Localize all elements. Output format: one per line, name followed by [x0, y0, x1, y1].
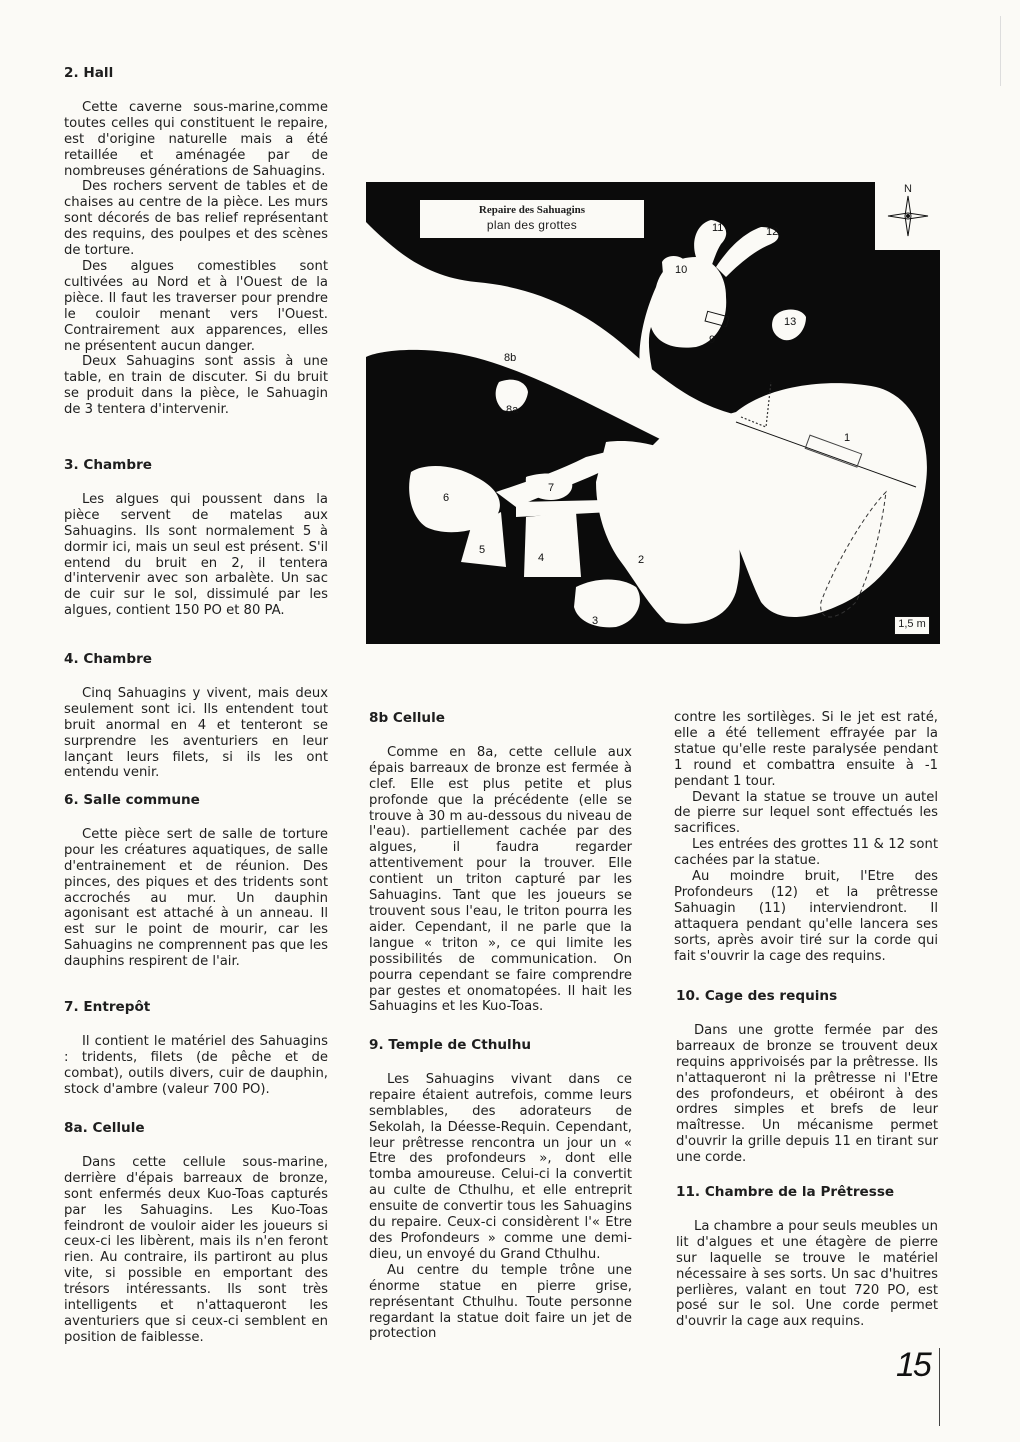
- paragraph: Deux Sahuagins sont assis à une table, en train de discuter. Si du bruit se produit dans la pièce, le Sahuagin de 3 tentera d'intervenir.: [64, 354, 328, 418]
- paragraph: Les Sahuagins vivant dans ce repaire étaient autrefois, comme leurs semblables, des adorateurs de Sekolah, la Déesse-Requin. Cependant, leur prêtresse rencontra un jour un « Etre des profondeurs », dont elle tomba amoureuse. Celui-ci la convertit au culte de Cthulhu, et elle entreprit ensuite de convertir tous les Sahuagins du repaire. Ceux-ci considèrent l'« Etre des Profondeurs » comme une demi-dieu, un envoyé du Grand Cthulhu.: [369, 1071, 632, 1262]
- corridor-south: [516, 500, 611, 517]
- page-edge-rule: [939, 1348, 940, 1426]
- section-temple: [369, 1038, 632, 1342]
- cave-map: [366, 182, 940, 644]
- section-chambre-4: [64, 652, 328, 781]
- left-column: [64, 66, 328, 418]
- paragraph: Il contient le matériel des Sahuagins : tridents, filets (de pêche et de combat), outils divers, cuir de dauphin, stock d'ambre (valeur 700 PO).: [64, 1033, 328, 1097]
- paragraph: contre les sortilèges. Si le jet est raté, elle a été tellement effrayée par la statue qu'elle reste paralysée pendant 1 round et combattra ensuite à -1 pendant 1 tour.: [674, 710, 938, 789]
- cave-map-drawing: [366, 182, 940, 644]
- section-heading: 10. Cage des requins: [676, 988, 838, 1004]
- paragraph: Cette pièce sert de salle de torture pour les créatures aquatiques, de salle d'entrainement et de réunion. Des pinces, des piques et des tridents sont accrochés au mur. Un dauphin agonisant est attaché à un anneau. Il est sur le point de mourir, car les Sahuagins ne comprennent pas que les dauphins respirent de l'air.: [64, 826, 328, 970]
- room-label-6: 6: [443, 492, 450, 504]
- section-chambre-pretresse: [676, 1185, 938, 1330]
- room-9: [639, 257, 726, 392]
- section-cellule-8b: [369, 711, 632, 1015]
- room-label-5: 5: [479, 544, 486, 556]
- paragraph: Cette caverne sous-marine,comme toutes celles qui constituent le repaire, est d'origine naturelle mais a été retaillée et aménagée par de nombreuses générations de Sahuagins.: [64, 99, 328, 179]
- section-cage-requins: [676, 989, 938, 1166]
- section-entrepot: [64, 1000, 328, 1098]
- section-heading: 8b Cellule: [369, 710, 445, 726]
- room-label-9: 9: [709, 334, 716, 346]
- page-number: 15: [896, 1346, 930, 1384]
- section-cellule-8a: [64, 1121, 328, 1346]
- room-label-10: 10: [675, 264, 688, 276]
- left-column-2: [64, 458, 328, 619]
- section-heading: 4. Chambre: [64, 651, 153, 667]
- room-label-7: 7: [548, 482, 555, 494]
- map-title: Repaire des Sahuagins: [478, 204, 586, 216]
- right-column: [674, 710, 938, 965]
- section-temple-continued: [674, 710, 938, 965]
- room-label-8a: 8a: [506, 404, 519, 416]
- left-column-3: [64, 652, 328, 781]
- map-subtitle: plan des grottes: [486, 218, 578, 232]
- section-hall: [64, 66, 328, 418]
- paragraph: Devant la statue se trouve un autel de pierre sur lequel sont effectués les sacrifices.: [674, 789, 938, 837]
- paragraph: Au centre du temple trône une énorme statue en pierre grise, représentant Cthulhu. Toute personne regardant la statue doit faire un jet de protection: [369, 1262, 632, 1342]
- section-heading: 8a. Cellule: [64, 1120, 145, 1136]
- paragraph: Des rochers servent de tables et de chaises au centre de la pièce. Les murs sont décorés de bas relief représentant des requins, des poulpes et des scènes de torture.: [64, 179, 328, 259]
- room-label-12: 12: [766, 226, 779, 238]
- section-heading: 7. Entrepôt: [64, 999, 151, 1015]
- section-salle-commune: [64, 793, 328, 970]
- room-label-13: 13: [784, 316, 797, 328]
- page-edge-shadow: [1000, 16, 1001, 86]
- left-column-4: [64, 793, 328, 970]
- paragraph: Au moindre bruit, l'Etre des Profondeurs (12) et la prêtresse Sahuagin (11) interviendront. Il attaquera pendant qu'elle lancera ses sorts, après avoir tiré sur la corde qui fait s'ouvrir la cage des requins.: [674, 869, 938, 964]
- room-3: [574, 580, 640, 628]
- right-column-3: [676, 1185, 938, 1330]
- scale-bar: 1,5 m: [894, 616, 930, 635]
- paragraph: Des algues comestibles sont cultivées au Nord et à l'Ouest de la pièce. Il faut les traverser pour prendre le couloir menant vers l'Ouest. Contrairement aux apparences, elles ne présentent aucun danger.: [64, 258, 328, 354]
- paragraph: Dans une grotte fermée par des barreaux de bronze se trouvent deux requins apprivoisés par la prêtresse. Ils n'attaqueront ni la prêtresse ni l'Etre des profondeurs, et obéiront à des ordres simples et brefs de leur maîtresse. Un mécanisme permet d'ouvrir la grille depuis 11 en tirant sur une corde.: [676, 1022, 938, 1166]
- paragraph: Dans cette cellule sous-marine, derrière d'épais barreaux de bronze, sont enfermés deux Kuo-Toas capturés par les Sahuagins. Les Kuo-Toas feindront de vouloir aider les joueurs si ceux-ci les libèrent, mais ils n'en feront rien. Au contraire, ils partiront au plus vite, si possible en emportant des trésors intéressants. Ils sont très intelligents et n'attaqueront les aventuriers que si ceux-ci semblent en position de faiblesse.: [64, 1154, 328, 1345]
- left-column-5: [64, 1000, 328, 1098]
- room-label-3: 3: [592, 615, 599, 627]
- map-title-box: [420, 200, 644, 238]
- section-heading: 3. Chambre: [64, 457, 153, 473]
- section-heading: 6. Salle commune: [64, 792, 200, 808]
- compass-north-label: N: [904, 183, 912, 195]
- middle-column: [369, 711, 632, 1015]
- section-heading: 2. Hall: [64, 65, 114, 81]
- room-label-8b: 8b: [504, 352, 517, 364]
- room-label-2: 2: [638, 554, 645, 566]
- section-heading: 9. Temple de Cthulhu: [369, 1037, 532, 1053]
- paragraph: Cinq Sahuagins y vivent, mais deux seulement sont ici. Ils entendent tout bruit anormal en 4 et tenteront se surprendre les aventuriers en leur lançant leurs filets, si ils les ont entendu venir.: [64, 685, 328, 781]
- room-4: [524, 512, 581, 577]
- section-chambre-3: [64, 458, 328, 619]
- paragraph: Comme en 8a, cette cellule aux épais barreaux de bronze est fermée à clef. Elle est plus petite et plus profonde que la précédente (elle se trouve à 30 m au-dessous du niveau de l'eau). partiellement cachée par des algues, il faudra regarder attentivement pour la trouver. Elle contient un triton capturé par les Sahuagins. Tant que les joueurs se trouvent sous l'eau, le triton pourra les aider. Cependant, il ne parle que la langue « triton », ce qui limite les possibilités de communication. On pourra cependant se faire comprendre par gestes et onomatopées. Il hait les Sahuagins et les Kuo-Toas.: [369, 744, 632, 1015]
- section-heading: 11. Chambre de la Prêtresse: [676, 1184, 895, 1200]
- room-label-1: 1: [844, 432, 851, 444]
- room-6: [409, 466, 500, 532]
- room-label-11: 11: [712, 222, 724, 234]
- compass-rose: [875, 182, 940, 250]
- middle-column-2: [369, 1038, 632, 1342]
- left-column-6: [64, 1121, 328, 1346]
- room-label-4: 4: [538, 552, 545, 564]
- right-column-2: [676, 989, 938, 1166]
- paragraph: La chambre a pour seuls meubles un lit d'algues et une étagère de pierre sur laquelle se trouve le matériel nécessaire à ses sorts. Un sac d'huitres perlières, valant en tout 720 PO, est posé sur le sol. Une corde permet d'ouvrir la cage aux requins.: [676, 1218, 938, 1330]
- compass-star-icon: [875, 182, 940, 250]
- paragraph: Les entrées des grottes 11 & 12 sont cachées par la statue.: [674, 837, 938, 869]
- paragraph: Les algues qui poussent dans la pièce servent de matelas aux Sahuagins. Ils sont normalement 5 à dormir ici, mais un seul est présent. S'il entend du bruit en 2, il tentera d'intervenir avec son arbalète. Un sac de cuir sur le sol, dissimulé par les algues, contient 150 PO et 80 PA.: [64, 491, 328, 619]
